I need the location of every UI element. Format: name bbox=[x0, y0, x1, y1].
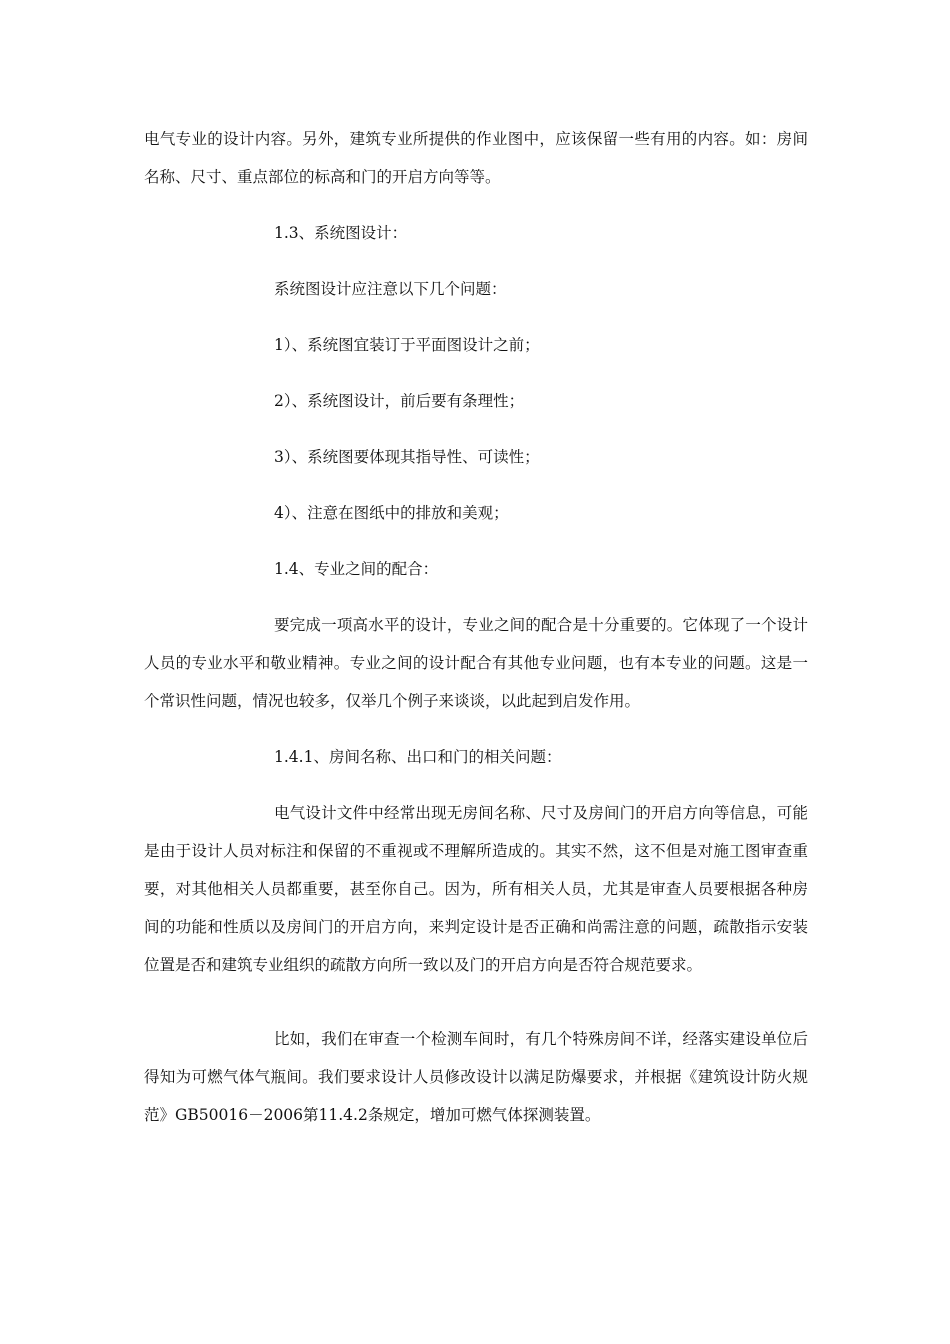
heading-1-4-1: 1.4.1、房间名称、出口和门的相关问题： bbox=[274, 748, 562, 766]
document-body bbox=[144, 120, 808, 1152]
paragraph-room-info: 电气设计文件中经常出现无房间名称、尺寸及房间门的开启方向等信息，可能是由于设计人员对标注和保留的不重视或不理解所造成的。其实不然，这不但是对施工图审查重要，对其他相关人员都重要，甚至你自己。因为，所有相关人员，尤其是审查人员要根据各种房间的功能和性质以及房间门的开启方向，来判定设计是否正确和尚需注意的问题，疏散指示安装位置是否和建筑专业组织的疏散方向所一致以及门的开启方向是否符合规范要求。 bbox=[144, 804, 808, 974]
list-item-1: 1）、系统图宜装订于平面图设计之前； bbox=[274, 336, 540, 354]
paragraph-coordination: 要完成一项高水平的设计，专业之间的配合是十分重要的。它体现了一个设计人员的专业水平和敬业精神。专业之间的设计配合有其他专业问题，也有本专业的问题。这是一个常识性问题，情况也较多，仅举几个例子来谈谈，以此起到启发作用。 bbox=[144, 616, 808, 710]
list-item-2: 2）、系统图设计，前后要有条理性； bbox=[274, 392, 525, 410]
list-item-3: 3）、系统图要体现其指导性、可读性； bbox=[274, 448, 540, 466]
heading-1-3: 1.3、系统图设计： bbox=[274, 224, 408, 242]
paragraph-continuation: 电气专业的设计内容。另外，建筑专业所提供的作业图中，应该保留一些有用的内容。如：房间名称、尺寸、重点部位的标高和门的开启方向等等。 bbox=[144, 130, 808, 186]
list-item-4: 4）、注意在图纸中的排放和美观； bbox=[274, 504, 509, 522]
paragraph-example: 比如，我们在审查一个检测车间时，有几个特殊房间不详，经落实建设单位后得知为可燃气体气瓶间。我们要求设计人员修改设计以满足防爆要求，并根据《建筑设计防火规范》GB50016－2006第11.4.2条规定，增加可燃气体探测装置。 bbox=[144, 1030, 808, 1124]
heading-1-4: 1.4、专业之间的配合： bbox=[274, 560, 439, 578]
intro-line: 系统图设计应注意以下几个问题： bbox=[274, 280, 507, 298]
